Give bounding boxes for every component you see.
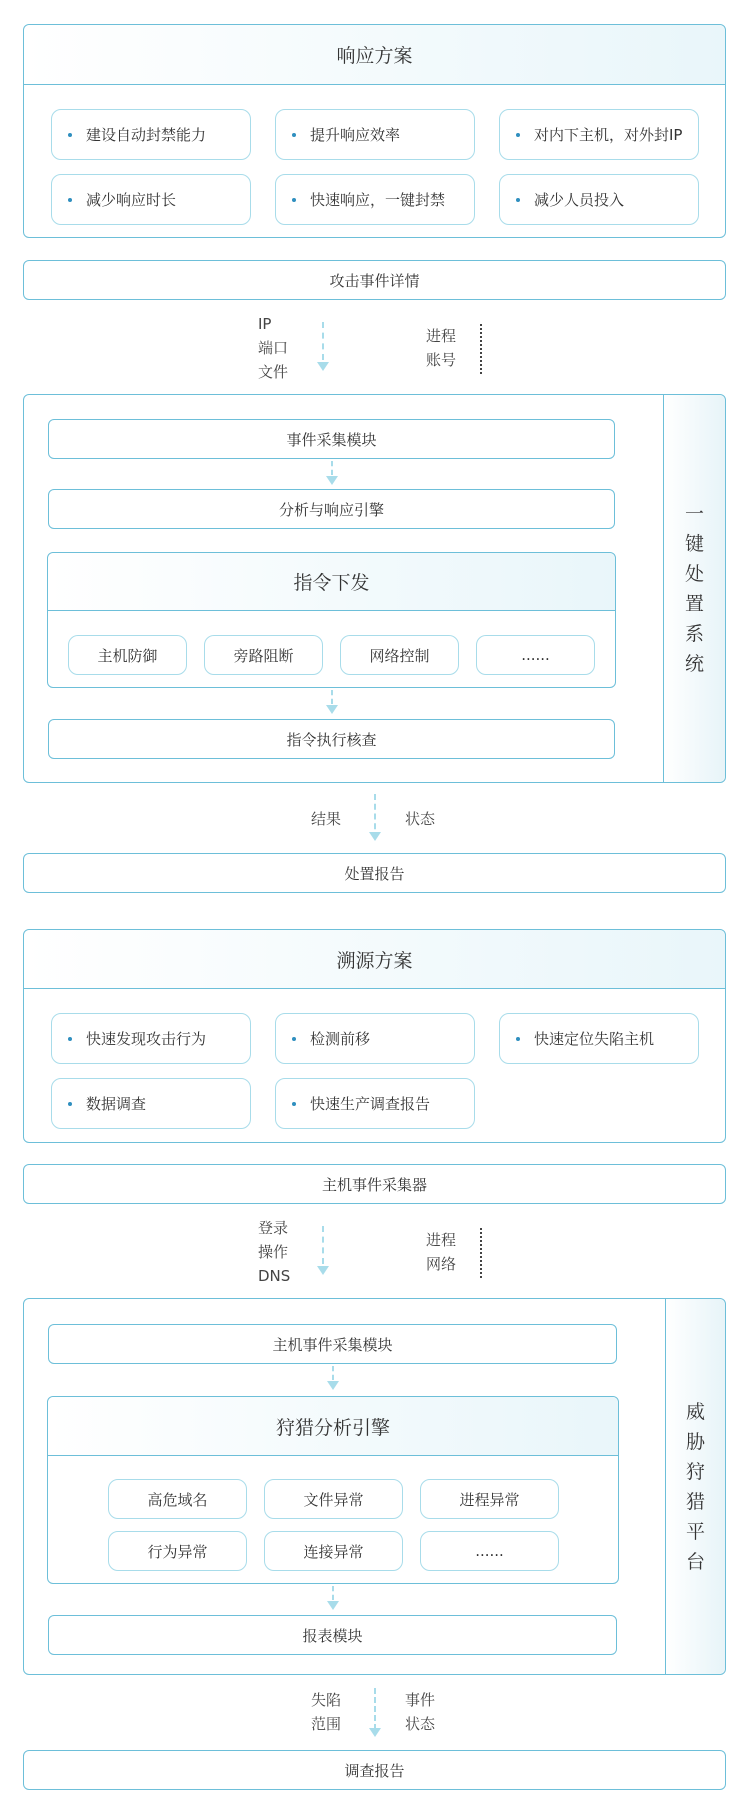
bullet-icon [292, 133, 296, 137]
flow-label-left: 登录 操作 DNS [258, 1219, 291, 1285]
flow-connector [374, 1688, 376, 1730]
flow-label-right: 进程 账号 [426, 327, 457, 369]
arrow-down-icon [317, 362, 329, 371]
bullet-icon [68, 198, 72, 202]
response-plan-title: 响应方案 [24, 25, 725, 85]
arrow-down-icon [326, 705, 338, 714]
threat-hunting-title: 威 胁 狩 猎 平 台 [665, 1299, 725, 1674]
flow-connector [322, 322, 324, 360]
hunting-item: 行为异常 [108, 1531, 247, 1571]
investigation-report-bar: 调查报告 [23, 1750, 726, 1790]
bullet-icon [516, 1037, 520, 1041]
bullet-icon [68, 133, 72, 137]
arrow-down-icon [327, 1381, 339, 1390]
bullet-icon [516, 133, 520, 137]
arrow-down-icon [369, 1728, 381, 1737]
bullet-icon [516, 198, 520, 202]
command-item: 网络控制 [340, 635, 459, 675]
report-module: 报表模块 [48, 1615, 617, 1655]
arrow-down-icon [317, 1266, 329, 1275]
response-item: 提升响应效率 [275, 109, 475, 160]
hunting-item: 高危域名 [108, 1479, 247, 1519]
flow-connector [331, 690, 333, 704]
flow-connector [332, 1586, 334, 1600]
oneclick-system-title: 一 键 处 置 系 统 [663, 395, 725, 782]
disposal-report-bar: 处置报告 [23, 853, 726, 893]
arrow-down-icon [326, 476, 338, 485]
hunting-item: 文件异常 [264, 1479, 403, 1519]
host-collector-bar: 主机事件采集器 [23, 1164, 726, 1204]
command-item: 旁路阻断 [204, 635, 323, 675]
hunting-engine-title: 狩猎分析引擎 [48, 1397, 618, 1456]
trace-item: 快速生产调查报告 [275, 1078, 475, 1129]
command-item: ...... [476, 635, 595, 675]
analysis-response-engine: 分析与响应引擎 [48, 489, 615, 529]
host-event-collect-module: 主机事件采集模块 [48, 1324, 617, 1364]
flow-label-right: 状态 [405, 810, 436, 828]
attack-detail-bar: 攻击事件详情 [23, 260, 726, 300]
flow-connector [332, 1366, 334, 1380]
command-verify: 指令执行核查 [48, 719, 615, 759]
trace-item: 快速定位失陷主机 [499, 1013, 699, 1064]
flow-label-right: 事件 状态 [405, 1691, 436, 1733]
flow-label-left: IP 端口 文件 [258, 315, 289, 381]
response-item: 减少响应时长 [51, 174, 251, 225]
bullet-icon [68, 1037, 72, 1041]
response-item: 减少人员投入 [499, 174, 699, 225]
flow-label-left: 结果 [311, 810, 342, 828]
flow-label-right: 进程 网络 [426, 1231, 457, 1273]
dotted-separator [480, 1228, 482, 1278]
bullet-icon [68, 1102, 72, 1106]
bullet-icon [292, 1102, 296, 1106]
arrow-down-icon [369, 832, 381, 841]
response-item: 对内下主机，对外封IP [499, 109, 699, 160]
dotted-separator [480, 324, 482, 374]
response-item: 建设自动封禁能力 [51, 109, 251, 160]
hunting-item: ...... [420, 1531, 559, 1571]
trace-item: 数据调查 [51, 1078, 251, 1129]
flow-connector [331, 461, 333, 475]
bullet-icon [292, 198, 296, 202]
flow-connector [322, 1226, 324, 1264]
trace-item: 快速发现攻击行为 [51, 1013, 251, 1064]
hunting-item: 连接异常 [264, 1531, 403, 1571]
response-item: 快速响应，一键封禁 [275, 174, 475, 225]
arrow-down-icon [327, 1601, 339, 1610]
hunting-item: 进程异常 [420, 1479, 559, 1519]
bullet-icon [292, 1037, 296, 1041]
command-item: 主机防御 [68, 635, 187, 675]
flow-label-left: 失陷 范围 [311, 1691, 342, 1733]
trace-item: 检测前移 [275, 1013, 475, 1064]
event-collect-module: 事件采集模块 [48, 419, 615, 459]
trace-plan-title: 溯源方案 [24, 930, 725, 989]
command-dispatch-title: 指令下发 [48, 553, 615, 611]
